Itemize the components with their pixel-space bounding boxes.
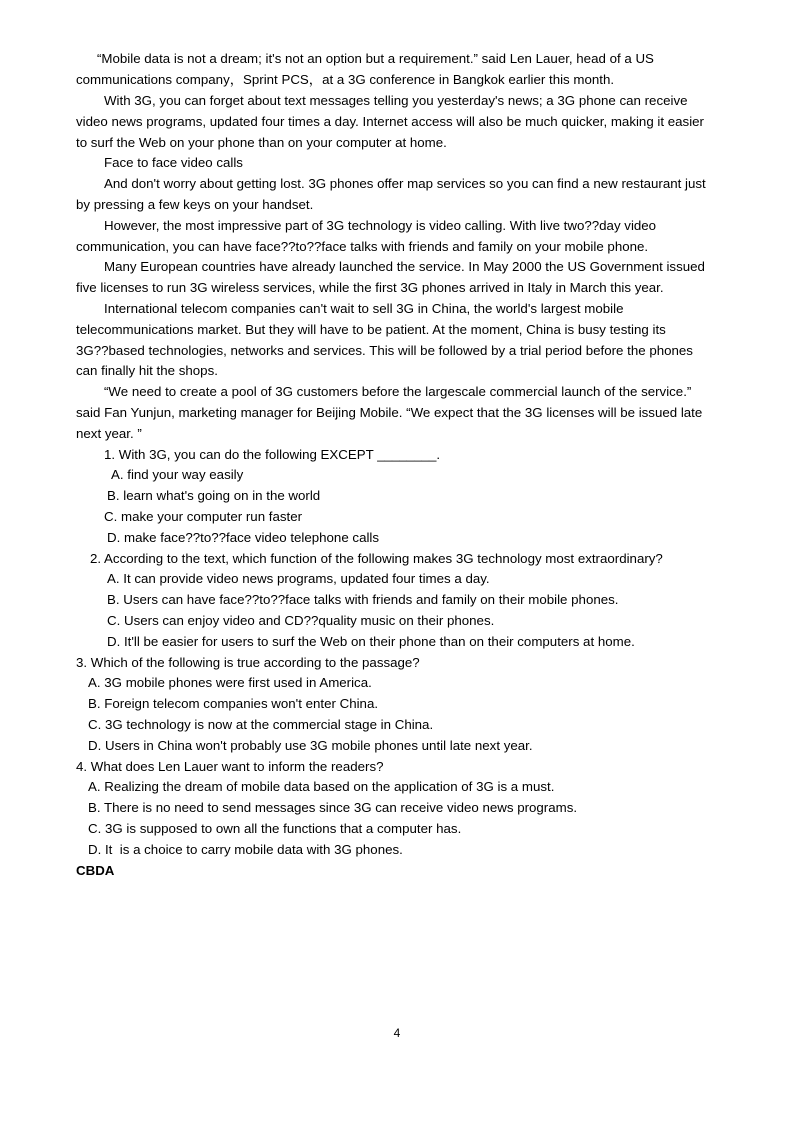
question-option: C. Users can enjoy video and CD??quality music on their phones. [107,613,495,628]
passage-line: With 3G, you can forget about text messages telling you yesterday's news; a 3G phone can receive [104,93,688,108]
question-option: D. make face??to??face video telephone calls [107,530,380,545]
question-option: D. Users in China won't probably use 3G mobile phones until late next year. [88,738,533,753]
question-stem: 2. According to the text, which function of the following makes 3G technology most extraordinary? [90,551,663,566]
question-stem: 1. With 3G, you can do the following EXCEPT ________. [104,447,441,462]
question-option: A. Realizing the dream of mobile data based on the application of 3G is a must. [88,779,555,794]
passage-line: “Mobile data is not a dream; it's not an option but a requirement.” said Len Lauer, head of a US [97,51,654,66]
passage-line: by pressing a few keys on your handset. [76,197,314,212]
question-option: D. It'll be easier for users to surf the Web on their phone than on their computers at home. [107,634,635,649]
passage-subheading: Face to face video calls [104,155,243,170]
passage-line: video news programs, updated four times a day. Internet access will also be much quicker, making it easier [76,114,704,129]
question-option: A. It can provide video news programs, updated four times a day. [107,571,490,586]
question-option: C. 3G technology is now at the commercial stage in China. [88,717,434,732]
question-option: D. It is a choice to carry mobile data with 3G phones. [88,842,403,857]
answer-key: CBDA [76,863,115,878]
question-option: B. Foreign telecom companies won't enter China. [88,696,379,711]
question-option: A. 3G mobile phones were first used in America. [88,675,372,690]
passage-line: communication, you can have face??to??face talks with friends and family on your mobile phone. [76,239,649,254]
passage-line: telecommunications market. But they will have to be patient. At the moment, China is busy testing its [76,322,666,337]
question-option: C. make your computer run faster [104,509,303,524]
page-number: 4 [393,1026,401,1040]
question-option: C. 3G is supposed to own all the functions that a computer has. [88,821,462,836]
question-stem: 4. What does Len Lauer want to inform the readers? [76,759,384,774]
question-option: B. There is no need to send messages since 3G can receive video news programs. [88,800,578,815]
passage-line: next year. ” [76,426,142,441]
passage-line: And don't worry about getting lost. 3G phones offer map services so you can find a new restaurant just [104,176,706,191]
passage-line: Many European countries have already launched the service. In May 2000 the US Government issued [104,259,705,274]
question-option: A. find your way easily [111,467,244,482]
question-option: B. Users can have face??to??face talks with friends and family on their mobile phones. [107,592,619,607]
question-option: B. learn what's going on in the world [107,488,321,503]
passage-line: “We need to create a pool of 3G customers before the largescale commercial launch of the service.” [104,384,692,399]
passage-line: five licenses to run 3G wireless services, while the first 3G phones arrived in Italy in March this year. [76,280,664,295]
passage-line: 3G??based technologies, networks and services. This will be followed by a trial period before the phones [76,343,693,358]
passage-line: can finally hit the shops. [76,363,218,378]
passage-line: However, the most impressive part of 3G technology is video calling. With live two??day video [104,218,657,233]
passage-line: said Fan Yunjun, marketing manager for Beijing Mobile. “We expect that the 3G licenses will be issued late [76,405,703,420]
passage-line: International telecom companies can't wait to sell 3G in China, the world's largest mobile [104,301,624,316]
question-stem: 3. Which of the following is true according to the passage? [76,655,420,670]
passage-line: to surf the Web on your phone than on your computer at home. [76,135,447,150]
passage-line: communications company，Sprint PCS，at a 3G conference in Bangkok earlier this month. [76,72,615,87]
